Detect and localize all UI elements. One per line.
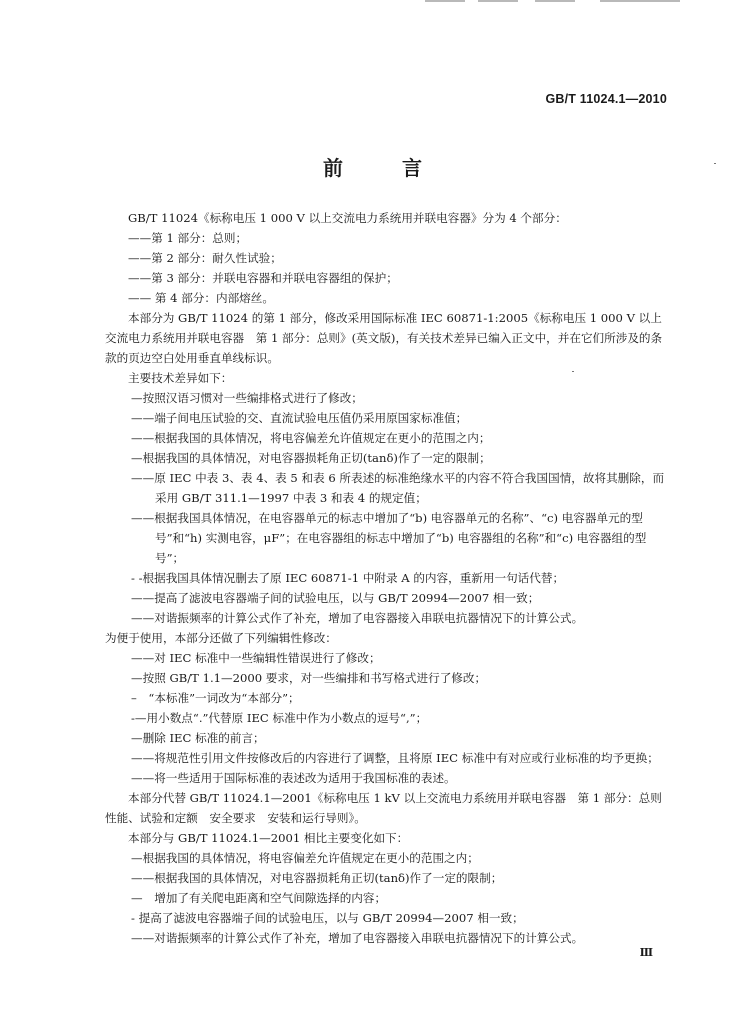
paragraph: 主要技术差异如下： xyxy=(128,371,233,385)
list-item: -—用小数点“.”代替原 IEC 标准中作为小数点的逗号“,”； xyxy=(131,711,428,725)
list-item: ——根据我国的具体情况，将电容偏差允许值规定在更小的范围之内； xyxy=(131,431,491,445)
list-item: —删除 IEC 标准的前言； xyxy=(131,731,265,745)
paragraph: 本部分代替 GB/T 11024.1—2001《标称电压 1 kV 以上交流电力系统用并联电容器 第 1 部分：总则 性能、试验和定额 安全要求 安装和运行导则》。 xyxy=(105,791,674,825)
list-item: ——将一些适用于国际标准的表述改为适用于我国标准的表述。 xyxy=(131,771,456,785)
list-item: —按照 GB/T 1.1—2000 要求，对一些编排和书写格式进行了修改； xyxy=(131,671,487,685)
paragraph: 本部分为 GB/T 11024 的第 1 部分，修改采用国际标准 IEC 60871-1:2005《标称电压 1 000 V 以上交流电力系统用并联电容器 第 1 部分：总则》(英文版)，有关技术差异已编入正文中，并在它们所涉及的条款的页边空白处用垂直单线标识。 xyxy=(105,311,663,365)
scan-edge-mark xyxy=(535,0,575,2)
list-item: – “本标准”一词改为“本部分”； xyxy=(131,691,300,705)
list-item: ——根据我国具体情况，在电容器单元的标志中增加了“b) 电容器单元的名称”、“c) 电容器单元的型号”和“h) 实测电容，μF”；在电容器组的标志中增加了“b) 电容器组的名称”和“c) 电容器组的型号”； xyxy=(131,511,647,565)
list-item: ——将规范性引用文件按修改后的内容进行了调整，且将原 IEC 标准中有对应或行业标准的均予更换； xyxy=(131,751,659,765)
paragraph: 本部分与 GB/T 11024.1—2001 相比主要变化如下： xyxy=(128,831,409,845)
document-body xyxy=(105,208,674,948)
scan-speck xyxy=(714,163,716,164)
page-number: Ⅲ xyxy=(639,946,653,959)
list-item: - 提高了滤波电容器端子间的试验电压，以与 GB/T 20994—2007 相一致； xyxy=(131,911,524,925)
page-title: 前 言 xyxy=(323,156,448,180)
paragraph: ——第 1 部分：总则； xyxy=(128,231,248,245)
list-item: — 增加了有关爬电距离和空气间隙选择的内容； xyxy=(131,891,387,905)
scan-edge-mark xyxy=(478,0,518,2)
list-item: —按照汉语习惯对一些编排格式进行了修改； xyxy=(131,391,363,405)
list-item: ——对谐振频率的计算公式作了补充，增加了电容器接入串联电抗器情况下的计算公式。 xyxy=(131,931,584,945)
list-item: ——提高了滤波电容器端子间的试验电压，以与 GB/T 20994—2007 相一致； xyxy=(131,591,540,605)
standard-number: GB/T 11024.1—2010 xyxy=(545,92,667,106)
list-item: ——端子间电压试验的交、直流试验电压值仍采用原国家标准值； xyxy=(131,411,468,425)
list-item: - -根据我国具体情况删去了原 IEC 60871-1 中附录 A 的内容，重新用一句话代替； xyxy=(131,571,565,585)
list-item: ——原 IEC 中表 3、表 4、表 5 和表 6 所表述的标准绝缘水平的内容不符合我国国情，故将其删除，而采用 GB/T 311.1—1997 中表 3 和表 4 的规定值； xyxy=(131,471,665,505)
list-item: ——根据我国的具体情况，对电容器损耗角正切(tanδ)作了一定的限制； xyxy=(131,871,503,885)
list-item: —根据我国的具体情况，将电容偏差允许值规定在更小的范围之内； xyxy=(131,851,479,865)
paragraph: ——第 3 部分：并联电容器和并联电容器组的保护； xyxy=(128,271,398,285)
scan-edge-mark xyxy=(425,0,465,2)
paragraph: ——第 2 部分：耐久性试验； xyxy=(128,251,282,265)
paragraph: —— 第 4 部分：内部熔丝。 xyxy=(128,291,274,305)
list-item: —根据我国的具体情况，对电容器损耗角正切(tanδ)作了一定的限制； xyxy=(131,451,491,465)
scan-speck xyxy=(572,371,574,372)
paragraph: GB/T 11024《标称电压 1 000 V 以上交流电力系统用并联电容器》分为 4 个部分： xyxy=(128,211,567,225)
list-item: ——对 IEC 标准中一些编辑性错误进行了修改； xyxy=(131,651,381,665)
list-item: ——对谐振频率的计算公式作了补充，增加了电容器接入串联电抗器情况下的计算公式。 xyxy=(131,611,584,625)
paragraph: 为便于使用，本部分还做了下列编辑性修改： xyxy=(105,631,337,645)
scan-edge-mark xyxy=(600,0,680,2)
